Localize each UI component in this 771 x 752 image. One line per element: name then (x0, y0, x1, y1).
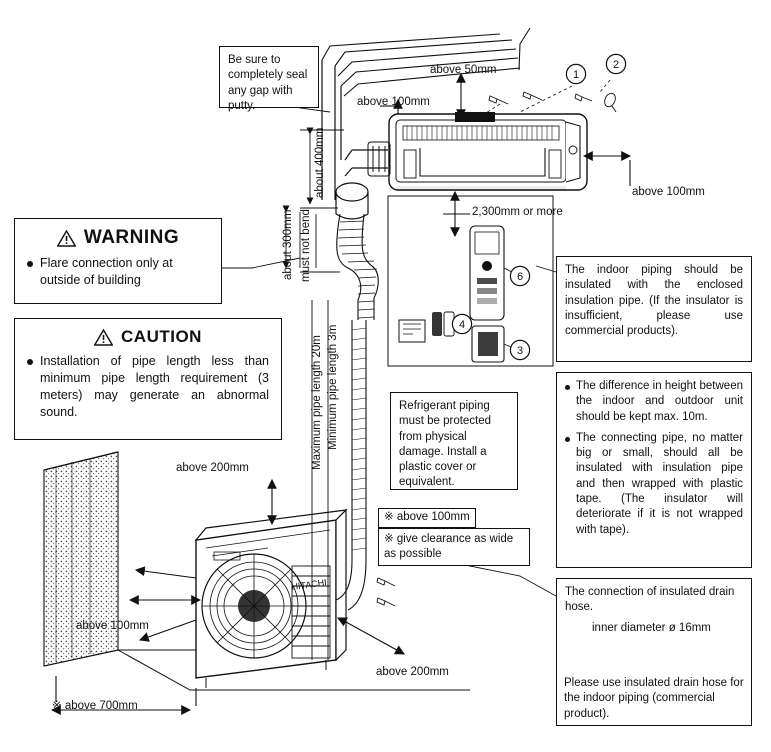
drain-hose-title: The connection of insulated drain hose. (565, 586, 735, 614)
bullet-dot (27, 261, 33, 267)
bullet-dot (565, 385, 570, 390)
label-above-200mm-bottom: above 200mm (376, 666, 449, 678)
callout-4 (450, 312, 474, 336)
caution-bullet-row (15, 353, 281, 431)
height-bullet-2: The connecting pipe, no matter big or small, should all be insulated with insulation pipe and then wrapped with plastic tape. (The insulator will deteriorate if it is not wrapped with tape). (576, 431, 743, 536)
height-bullet-1: The difference in height between the indoor and outdoor unit should be kept max. 10m. (576, 380, 743, 423)
svg-text:6: 6 (516, 271, 524, 283)
note-putty-box (219, 46, 319, 112)
callout-1 (564, 62, 588, 86)
drain-hose-inner-diameter-label: inner diameter ø 16mm (592, 622, 711, 634)
svg-text:HITACHI: HITACHI (290, 577, 328, 592)
note-refrigerant-box (390, 392, 518, 490)
caution-heading: CAUTION (121, 327, 202, 346)
caution-triangle-icon (94, 329, 113, 346)
note-refrigerant-text: Refrigerant piping must be protected from physical damage. Install a plastic cover or equivalent. (399, 400, 492, 489)
height-bullet-list (565, 379, 743, 538)
label-2300mm-or-more: 2,300mm or more (472, 206, 563, 218)
note-indoor-piping-text: The indoor piping should be insulated with the enclosed insulation pipe. (If the insulator is insufficient, please use commercial products). (565, 264, 743, 338)
label-minimum-pipe-length: Minimum pipe length 3m (327, 324, 339, 450)
note-height-difference-box (556, 372, 752, 568)
note-indoor-piping-box (556, 256, 752, 362)
label-above-100mm-star: ※ above 100mm (378, 508, 476, 528)
warning-triangle-icon (57, 230, 76, 247)
list-item (565, 431, 743, 538)
label-above-50mm: above 50mm (430, 64, 497, 76)
caution-title-row (15, 327, 281, 347)
caution-bullet-text: Installation of pipe length less than minimum pipe length requirement (3 meters) may generate an abnormal sound. (40, 354, 269, 419)
bullet-dot (27, 359, 33, 365)
svg-text:3: 3 (516, 345, 524, 357)
label-maximum-pipe-length: Maximum pipe length 20m (311, 335, 323, 470)
list-item (565, 379, 743, 425)
callout-3 (508, 338, 532, 362)
svg-text:4: 4 (458, 319, 466, 331)
warning-bullet-row (15, 255, 221, 299)
warning-heading: WARNING (83, 227, 180, 248)
label-above-100mm-left: above 100mm (76, 620, 149, 632)
callout-6 (508, 264, 532, 288)
label-above-100mm-top: above 100mm (357, 96, 430, 108)
drain-hose-footer-text: Please use insulated drain hose for the indoor piping (commercial product). (564, 677, 744, 720)
label-must-not-bend: must not bend (300, 209, 312, 282)
svg-text:2: 2 (612, 59, 620, 71)
label-about-400mm: about 400mm (314, 127, 326, 198)
callout-2 (604, 52, 628, 76)
warning-bullet-text: Flare connection only at outside of building (40, 256, 173, 287)
caution-box (14, 318, 282, 440)
svg-text:1: 1 (572, 69, 580, 81)
label-above-200mm-top: above 200mm (176, 462, 249, 474)
note-putty-text: Be sure to completely seal any gap with putty. (228, 54, 308, 112)
warning-title-row (15, 227, 221, 249)
label-above-700mm: ※ above 700mm (52, 700, 138, 712)
warning-box (14, 218, 222, 304)
label-above-100mm-right: above 100mm (632, 186, 705, 198)
bullet-dot (565, 437, 570, 442)
label-about-300mm: about 300mm (282, 209, 294, 280)
label-give-clearance: ※ give clearance as wide as possible (378, 528, 530, 566)
